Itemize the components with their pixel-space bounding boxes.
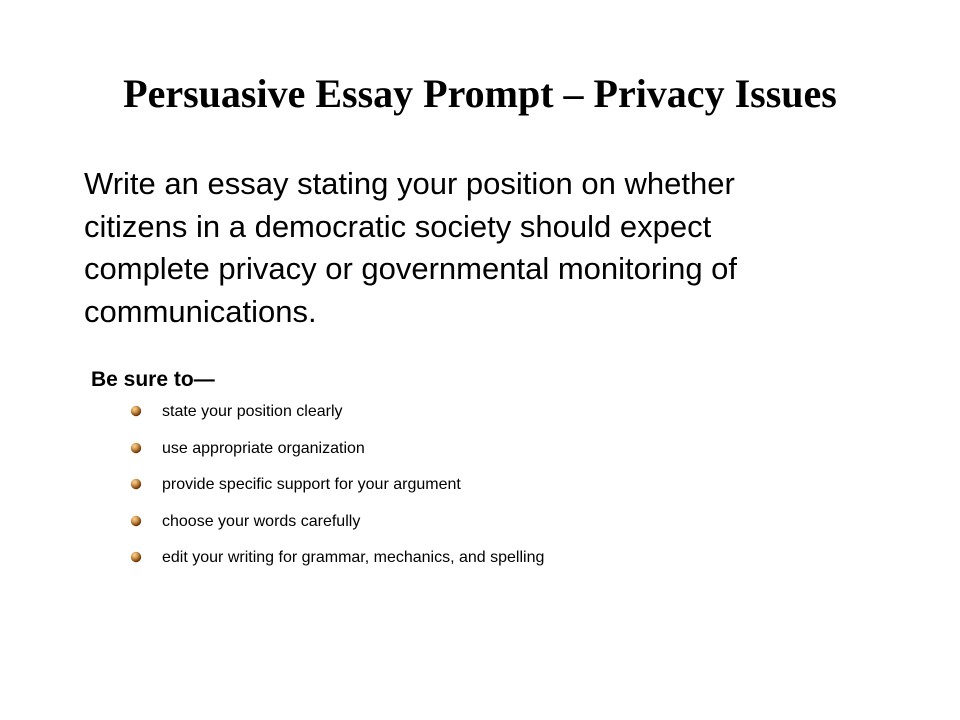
sphere-bullet-icon (130, 551, 142, 563)
requirements-list-item (130, 474, 544, 511)
requirements-list-item-label: state your position clearly (162, 403, 343, 420)
requirements-list-item-label: edit your writing for grammar, mechanics, and spelling (162, 549, 545, 566)
slide-title: Persuasive Essay Prompt – Privacy Issues (123, 71, 837, 116)
sphere-bullet-icon (130, 478, 142, 490)
essay-prompt-line: communications. (84, 293, 317, 329)
requirements-list-item-label: choose your words carefully (162, 512, 361, 530)
essay-prompt-line: complete privacy or governmental monitoring of (84, 251, 738, 286)
sphere-bullet-icon (130, 442, 142, 454)
essay-prompt (84, 163, 884, 333)
be-sure-to-heading: Be sure to— (91, 368, 215, 391)
requirements-list-item-label: use appropriate organization (162, 439, 365, 457)
requirements-list-item (130, 438, 544, 475)
requirements-list-item (130, 401, 544, 438)
requirements-list-item (130, 547, 544, 584)
requirements-list-item-label: provide specific support for your argument (162, 476, 461, 493)
requirements-list (130, 401, 544, 584)
sphere-bullet-icon (130, 405, 142, 417)
essay-prompt-line: citizens in a democratic society should expect (84, 208, 712, 244)
essay-prompt-line: Write an essay stating your position on whether (84, 166, 735, 201)
requirements-list-item (130, 511, 544, 548)
sphere-bullet-icon (130, 515, 142, 527)
